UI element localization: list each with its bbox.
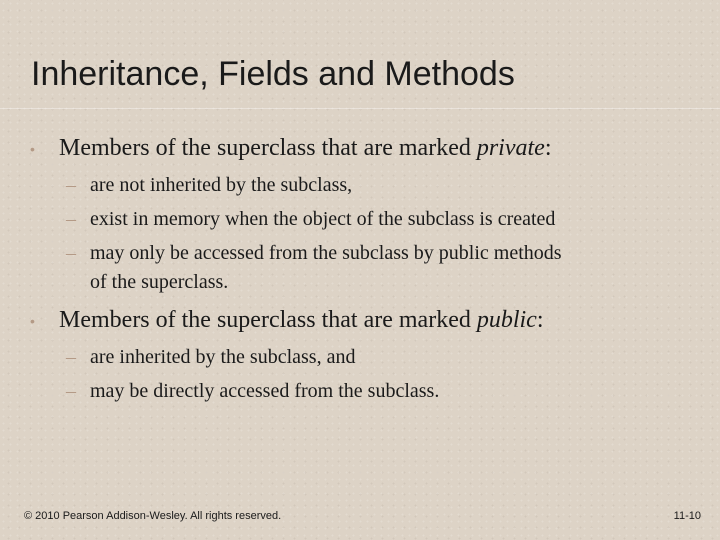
title-divider — [0, 108, 720, 109]
dash-icon: – — [66, 380, 76, 402]
bullet-dot-icon: • — [30, 313, 35, 329]
bullet-keyword: private — [476, 135, 545, 161]
subitem-text: may be directly accessed from the subclass. — [90, 380, 440, 402]
footer-copyright: © 2010 Pearson Addison-Wesley. All rights reserved. — [24, 510, 282, 522]
dash-icon: – — [66, 208, 76, 230]
bullet-keyword: public — [476, 307, 537, 333]
bullet-suffix: : — [544, 135, 552, 161]
subitem-text: exist in memory when the object of the subclass is created — [90, 208, 556, 230]
subitem-text: are inherited by the subclass, and — [90, 346, 356, 368]
subitem-text: may only be accessed from the subclass by public methods — [90, 242, 562, 264]
footer-page-number: 11-10 — [673, 510, 701, 522]
bullet-dot-icon: • — [30, 141, 35, 157]
bullet-prefix: Members of the superclass that are marked — [59, 135, 477, 161]
subitem-text: are not inherited by the subclass, — [90, 174, 353, 196]
subitem-text: of the superclass. — [90, 271, 229, 293]
dash-icon: – — [66, 174, 76, 196]
bullet-text — [59, 306, 544, 334]
bullet-prefix: Members of the superclass that are marked — [59, 307, 477, 333]
bullet-suffix: : — [536, 307, 544, 333]
dash-icon: – — [66, 242, 76, 264]
slide-title: Inheritance, Fields and Methods — [31, 55, 515, 93]
bullet-text — [59, 134, 552, 162]
dash-icon: – — [66, 346, 76, 368]
